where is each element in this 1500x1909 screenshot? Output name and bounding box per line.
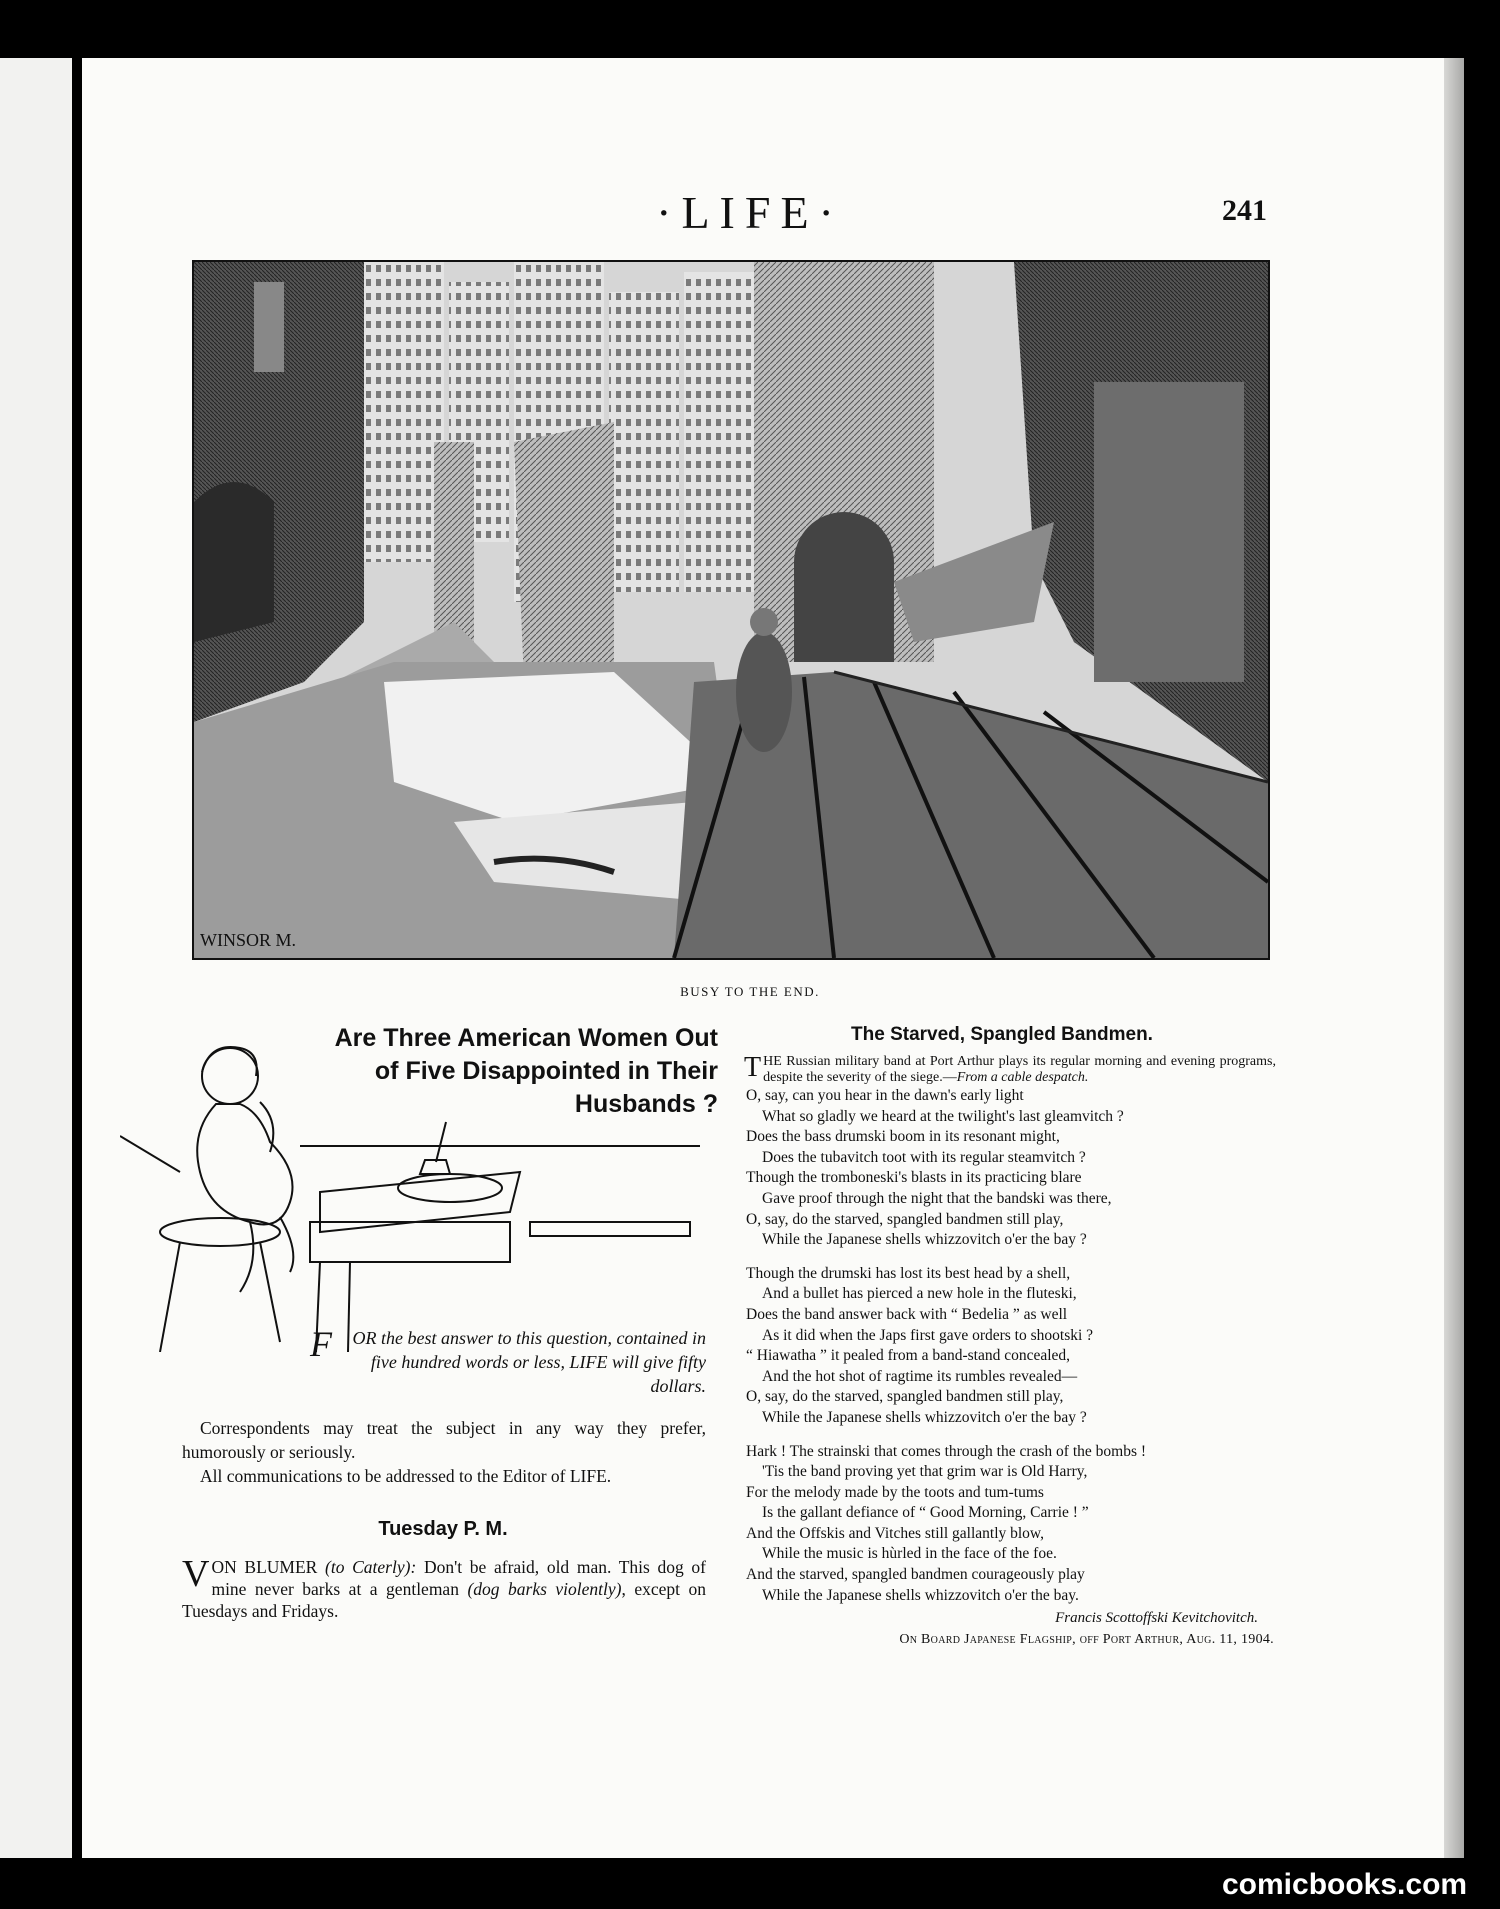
correspondents-paragraph: Correspondents may treat the subject in any way they prefer, humorously or seriously. [182, 1418, 706, 1462]
tuesday-joke [182, 1553, 707, 1622]
poem-line: O, say, do the starved, spangled bandmen still play, [746, 1210, 1064, 1228]
cherub-drawing [120, 1022, 720, 1357]
poem-line: While the Japanese shells whizzovitch o'er the bay. [762, 1586, 1079, 1604]
masthead: ·LIFE· [656, 187, 844, 238]
poem-line: While the Japanese shells whizzovitch o'er the bay ? [762, 1408, 1087, 1426]
poem-line: And the hot shot of ragtime its rumbles revealed— [762, 1367, 1078, 1385]
poem-line: And a bullet has pierced a new hole in the fluteski, [762, 1285, 1077, 1303]
poem-line: Hark ! The strainski that comes through the crash of the bombs ! [746, 1442, 1147, 1460]
poem-dateline: On Board Japanese Flagship, off Port Arthur, Aug. 11, 1904. [899, 1632, 1274, 1647]
poem-stanza [746, 1264, 1276, 1429]
poem-line: Is the gallant defiance of “ Good Morning, Carrie ! ” [762, 1504, 1089, 1522]
question-title: Are Three American Women Out of Five Disappointed in Their Husbands ? [334, 1024, 718, 1118]
poem-line: What so gladly we heard at the twilight's last gleamvitch ? [762, 1107, 1124, 1125]
poem-line: Though the tromboneski's blasts in its practicing blare [746, 1169, 1082, 1187]
poem-line: O, say, do the starved, spangled bandmen still play, [746, 1388, 1064, 1406]
tuesday-speaker: ON BLUMER [211, 1557, 318, 1577]
facing-page-edge [0, 58, 72, 1858]
poem-line: While the Japanese shells whizzovitch o'er the bay ? [762, 1231, 1087, 1249]
tuesday-direction: (to Caterly): [325, 1557, 417, 1577]
intro-source: From a cable despatch. [956, 1070, 1089, 1085]
poem-line: And the starved, spangled bandmen courageously play [746, 1566, 1085, 1584]
contest-offer [310, 1326, 706, 1398]
poem-line: While the music is hùrled in the face of the foe. [762, 1545, 1057, 1563]
poem-line: Does the bass drumski boom in its resonant might, [746, 1128, 1060, 1146]
tuesday-heading: Tuesday P. M. [378, 1518, 508, 1540]
poem-line: Does the band answer back with “ Bedelia ” as well [746, 1305, 1068, 1323]
page-number: 241 [1222, 194, 1267, 227]
poem-signature: Francis Scottoffski Kevitchovitch. [1055, 1610, 1258, 1626]
poem-line: Though the drumski has lost its best head by a shell, [746, 1264, 1071, 1282]
poem-title: The Starved, Spangled Bandmen. [851, 1024, 1153, 1045]
correspondents-note [182, 1416, 706, 1488]
poem-line: “ Hiawatha ” it pealed from a band-stand concealed, [746, 1347, 1071, 1365]
illustration-caption: BUSY TO THE END. [680, 984, 820, 999]
intro-dropcap: T [744, 1052, 762, 1083]
tuesday-aside: (dog barks violently) [467, 1579, 622, 1599]
poem-line: Does the tubavitch toot with its regular steamvitch ? [762, 1148, 1086, 1166]
poem-line: As it did when the Japs first gave orders to shootski ? [762, 1326, 1094, 1344]
poem-line: Gave proof through the night that the bandski was there, [762, 1189, 1112, 1207]
offer-text: OR the best answer to this question, contained in five hundred words or less, LIFE will give fifty dollars. [352, 1328, 706, 1396]
communications-paragraph: All communications to be addressed to the Editor of LIFE. [200, 1466, 612, 1486]
poem [746, 1086, 1276, 1619]
intro-text: HE Russian military band at Port Arthur plays its regular morning and evening programs, despite the severity of the siege.— [763, 1054, 1276, 1085]
poem-line: O, say, can you hear in the dawn's early light [746, 1087, 1024, 1104]
poem-line: 'Tis the band proving yet that grim war is Old Harry, [762, 1463, 1088, 1481]
ruined-city-drawing [194, 262, 1268, 958]
poem-stanza [746, 1442, 1276, 1607]
cartoon-illustration [192, 260, 1270, 960]
tuesday-text-2: , except on Tuesdays and Fridays. [182, 1579, 707, 1621]
artist-signature: WINSOR M. [200, 930, 297, 950]
poem-stanza [746, 1086, 1276, 1251]
poem-line: And the Offskis and Vitches still gallantly blow, [746, 1524, 1044, 1542]
offer-dropcap: F [310, 1324, 332, 1364]
tuesday-text-1: Don't be afraid, old man. This dog of mine never barks at a gentleman [211, 1557, 707, 1599]
tuesday-dropcap: V [182, 1553, 210, 1595]
watermark: comicbooks.com [1222, 1868, 1468, 1901]
poem-intro [744, 1054, 1276, 1086]
poem-line: For the melody made by the toots and tum-tums [746, 1483, 1044, 1501]
page-binding-edge [1444, 58, 1464, 1858]
